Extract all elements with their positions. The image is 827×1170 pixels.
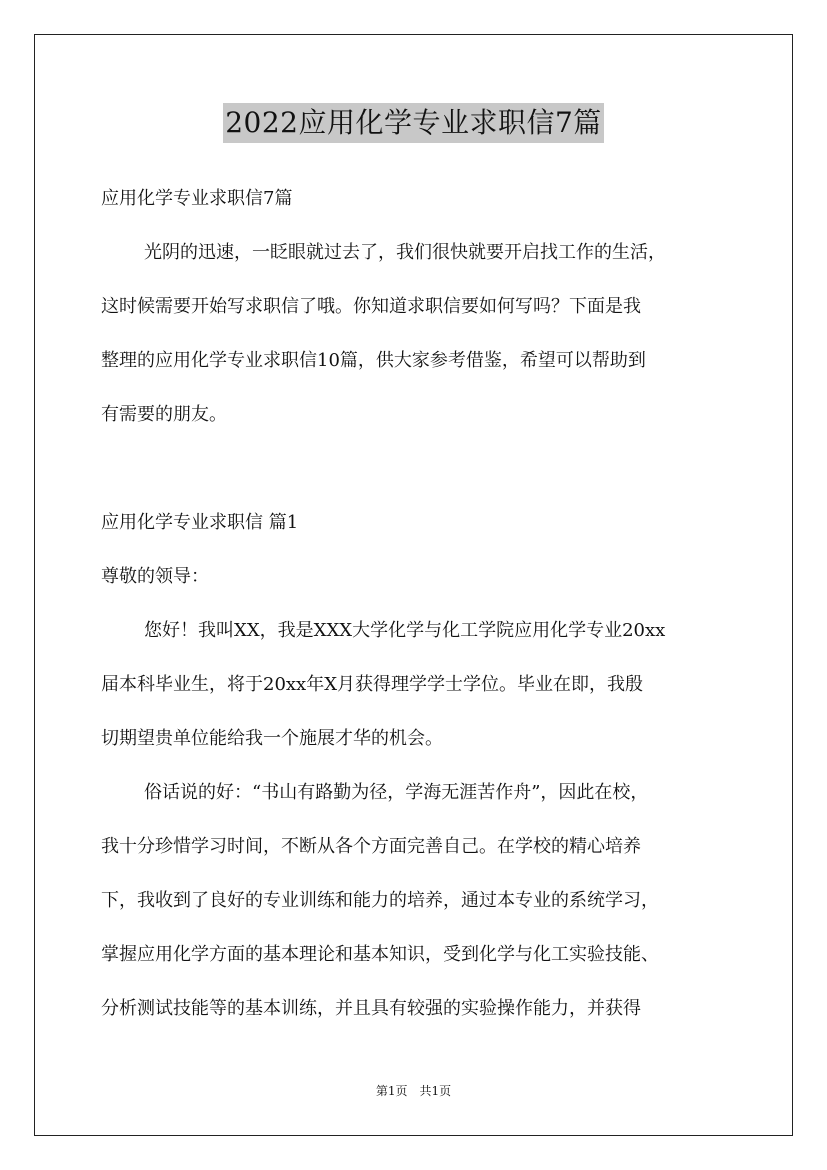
section-heading: 应用化学专业求职信 篇1	[101, 512, 299, 533]
spacer	[101, 442, 741, 496]
para2-line-4: 掌握应用化学方面的基本理论和基本知识，受到化学与化工实验技能、	[101, 944, 659, 965]
page-number: 第1页 共1页	[375, 1084, 452, 1098]
para2-line-3: 下，我收到了良好的专业训练和能力的培养，通过本专业的系统学习，	[101, 890, 659, 911]
salutation: 尊敬的领导：	[101, 566, 209, 587]
para2-line-1: 俗话说的好：“书山有路勤为径，学海无涯苦作舟”，因此在校，	[144, 782, 649, 803]
para1-line-3: 切期望贵单位能给我一个施展才华的机会。	[101, 728, 443, 749]
intro-line-1: 光阴的迅速，一眨眼就过去了，我们很快就要开启找工作的生活，	[144, 242, 666, 263]
title-container	[0, 103, 827, 143]
document-title: 2022应用化学专业求职信7篇	[223, 103, 604, 143]
document-body	[101, 172, 741, 1036]
para2-line-5: 分析测试技能等的基本训练，并且具有较强的实验操作能力，并获得	[101, 998, 641, 1019]
intro-line-2: 这时候需要开始写求职信了哦。你知道求职信要如何写吗？下面是我	[101, 296, 641, 317]
para2-line-2: 我十分珍惜学习时间，不断从各个方面完善自己。在学校的精心培养	[101, 836, 641, 857]
para1-line-1: 您好！我叫XX，我是XXX大学化学与化工学院应用化学专业20xx	[144, 620, 666, 641]
para1-line-2: 届本科毕业生，将于20xx年X月获得理学学士学位。毕业在即，我殷	[101, 674, 644, 695]
subtitle: 应用化学专业求职信7篇	[101, 188, 293, 209]
intro-line-4: 有需要的朋友。	[101, 404, 227, 425]
intro-line-3: 整理的应用化学专业求职信10篇，供大家参考借鉴，希望可以帮助到	[101, 350, 646, 371]
